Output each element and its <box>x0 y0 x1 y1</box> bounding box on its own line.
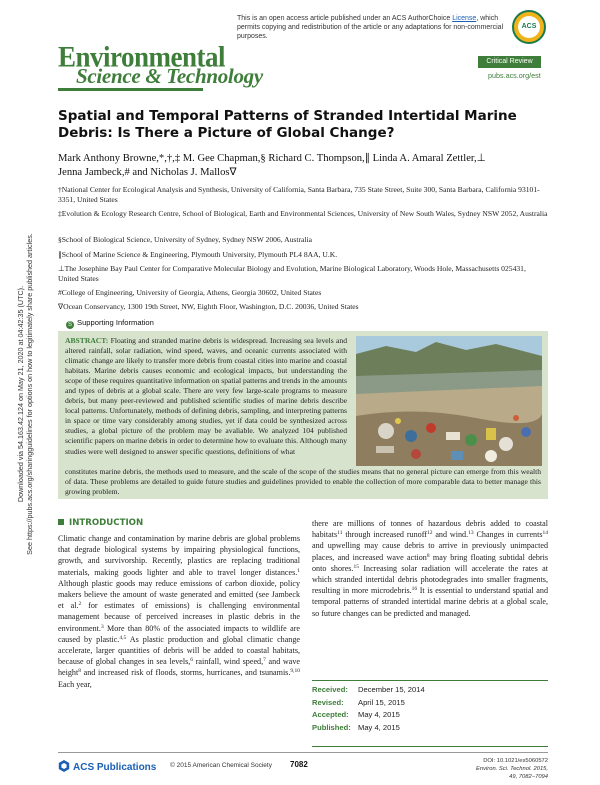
accepted-date: May 4, 2015 <box>358 710 400 719</box>
introduction-column-2: there are millions of tonnes of hazardous debris added to coastal habitats$^{11}$ through increased runoff$^{12}$ and wind.$^{13}$ Changes in currents$^{14}$ and upwelling may cause debris to arrive in previously unimpacted places, and increased wave action$^8$ may bring floating subtidal debris onto shores.$^{15}$ Increasing solar radiation will accelerate the rates at which stranded intertidal debris photodegrades into smaller fragments, resulting in more microdebris.$^{16}$ It is essential to understand spatial and temporal patterns of stranded intertidal marine debris at a global scale, so future changes can be predicted and managed. <box>312 519 549 618</box>
introduction-heading: INTRODUCTION <box>58 518 143 528</box>
introduction-column-1: Climatic change and contamination by marine debris are global problems that degrade biological systems by impairing physiological functions, growth, and survivorship. Recently, plastics are replacing traditional materials, making goods lighter and able to travel longer distances.$^1$ Although plastic goods may reduce emissions of carbon dioxide, policy makers believe the amount of waste generated and emitted (see Jambeck et al.$^2$ for estimates of emissions) is challenging environmental management because of perceived increases in plastic debris in the environment.$^3$ More than 80% of the associated impacts to wildlife are caused by plastic.$^{4,5}$ As plastic production and global climatic change accelerate, larger quantities of debris will be added to coastal habitats, because of global changes in sea levels,$^6$ rainfall, wind speed,$^7$ and wave height$^8$ and increased risk of floods, storms, hurricanes, and tsunamis.$^{9,10}$ Each year, <box>58 534 301 689</box>
open-access-badge-icon: ACS <box>512 10 546 44</box>
supporting-info-icon: S <box>67 322 72 328</box>
received-date: December 15, 2014 <box>358 685 425 694</box>
watermark-line1: Downloaded via 54.163.42.124 on May 21, 2020 at 04:42:35 (UTC). <box>16 285 25 503</box>
article-type-tag: Critical Review <box>478 56 541 68</box>
affiliation: ‡Evolution & Ecology Research Centre, School of Biological, Earth and Environmental Sciences, University of New South Wales, Sydney NSW 2052, Australia <box>58 209 548 218</box>
doi-link[interactable]: DOI: 10.1021/es5060572 <box>483 758 548 764</box>
affiliation: ∇Ocean Conservancy, 1300 19th Street, NW, Eighth Floor, Washington, D.C. 20036, United States <box>58 302 359 311</box>
dates-divider-bottom <box>312 746 548 747</box>
authors-line2: Jenna Jambeck,# and Nicholas J. Mallos∇ <box>58 167 237 178</box>
affiliation: ⊥The Josephine Bay Paul Center for Comparative Molecular Biology and Evolution, Marine Biological Laboratory, Woods Hole, Massachusetts 025431, United States <box>58 264 526 283</box>
page-number: 7082 <box>290 760 308 769</box>
section-marker-icon <box>58 519 64 525</box>
supporting-information-link[interactable]: S Supporting Information <box>67 318 154 328</box>
journal-logo-line2: Science & Technology <box>76 64 263 88</box>
affiliation: ∥School of Marine Science & Engineering, Plymouth University, Plymouth PL4 8AA, U.K. <box>58 250 338 259</box>
authors-line1: Mark Anthony Browne,*,†,‡ M. Gee Chapman,§ Richard C. Thompson,∥ Linda A. Amaral Zettler,⊥ <box>58 153 486 164</box>
footer-divider <box>58 752 548 753</box>
acs-hexagon-icon <box>58 760 70 772</box>
article-history: Received: December 15, 2014 Revised: April 15, 2015 Accepted: May 4, 2015 Published: May 4, 2015 <box>312 685 425 732</box>
author-list <box>58 152 548 180</box>
citation: Environ. Sci. Technol. 2015, 49, 7082−7094 <box>476 766 548 780</box>
logo-divider <box>58 88 203 91</box>
article-title: Spatial and Temporal Patterns of Stranded Intertidal Marine Debris: Is There a Picture of Global Change? <box>58 108 517 141</box>
affiliation: #College of Engineering, University of Georgia, Athens, Georgia 30602, United States <box>58 288 322 297</box>
published-date: May 4, 2015 <box>358 722 400 732</box>
open-access-note: This is an open access article published under an ACS AuthorChoice License, which permits copying and redistribution of the article or any adaptations for non-commercial purposes. <box>237 15 504 40</box>
abstract-graphic-beach-debris-image <box>356 336 542 466</box>
watermark-line2: See https://pubs.acs.org/sharingguidelines for options on how to legitimately share published articles. <box>25 233 34 555</box>
acs-publications-logo: ACS Publications <box>58 760 156 773</box>
journal-url-link[interactable]: pubs.acs.org/est <box>488 71 541 80</box>
revised-date: April 15, 2015 <box>358 697 405 707</box>
journal-logo-line1: Environmental <box>58 40 226 73</box>
doi-citation <box>470 757 548 781</box>
dates-divider-top <box>312 680 548 681</box>
copyright-notice: © 2015 American Chemical Society <box>170 762 272 769</box>
download-watermark <box>16 159 34 629</box>
affiliation: §School of Biological Science, University of Sydney, Sydney NSW 2006, Australia <box>58 235 312 244</box>
abstract-text-continued: constitutes marine debris, the methods used to measure, and the scale of the scope of the studies means that no general picture can emerge from this wealth of data. These problems are detailed to guide future studies and guidelines provided to enable the collection of more comparable data to better manage this growing problem. <box>65 467 541 497</box>
license-link[interactable]: License <box>452 15 477 22</box>
abstract-text: ABSTRACT: Floating and stranded marine debris is widespread. Increasing sea levels and altered rainfall, solar radiation, wind speed, waves, and oceanic currents associated with climatic change are likely to transfer more debris from coastal cities into marine and coastal habitats. Marine debris causes economic and ecological impacts, but understanding the scope of these requires quantitative information on spatial patterns and trends in the amounts and types of debris at a global scale. There are very few large-scale programs to measure debris, but many peer-reviewed and published scientific studies of marine debris describe local patterns. Unfortunately, methods of defining debris, sampling, and interpreting patterns in space or time vary considerably among studies, yet if data could be synthesized across studies, a global picture of the problem may be avaliable. We analyzed 104 published scientific papers on marine debris in order to determine how to evaluate this. Although many studies were well designed to answer specific questions, definitions of what <box>65 336 348 456</box>
affiliation: †National Center for Ecological Analysis and Synthesis, University of California, Santa Barbara, 735 State Street, Suite 300, Santa Barbara, California 93101-3351, United States <box>58 185 540 204</box>
